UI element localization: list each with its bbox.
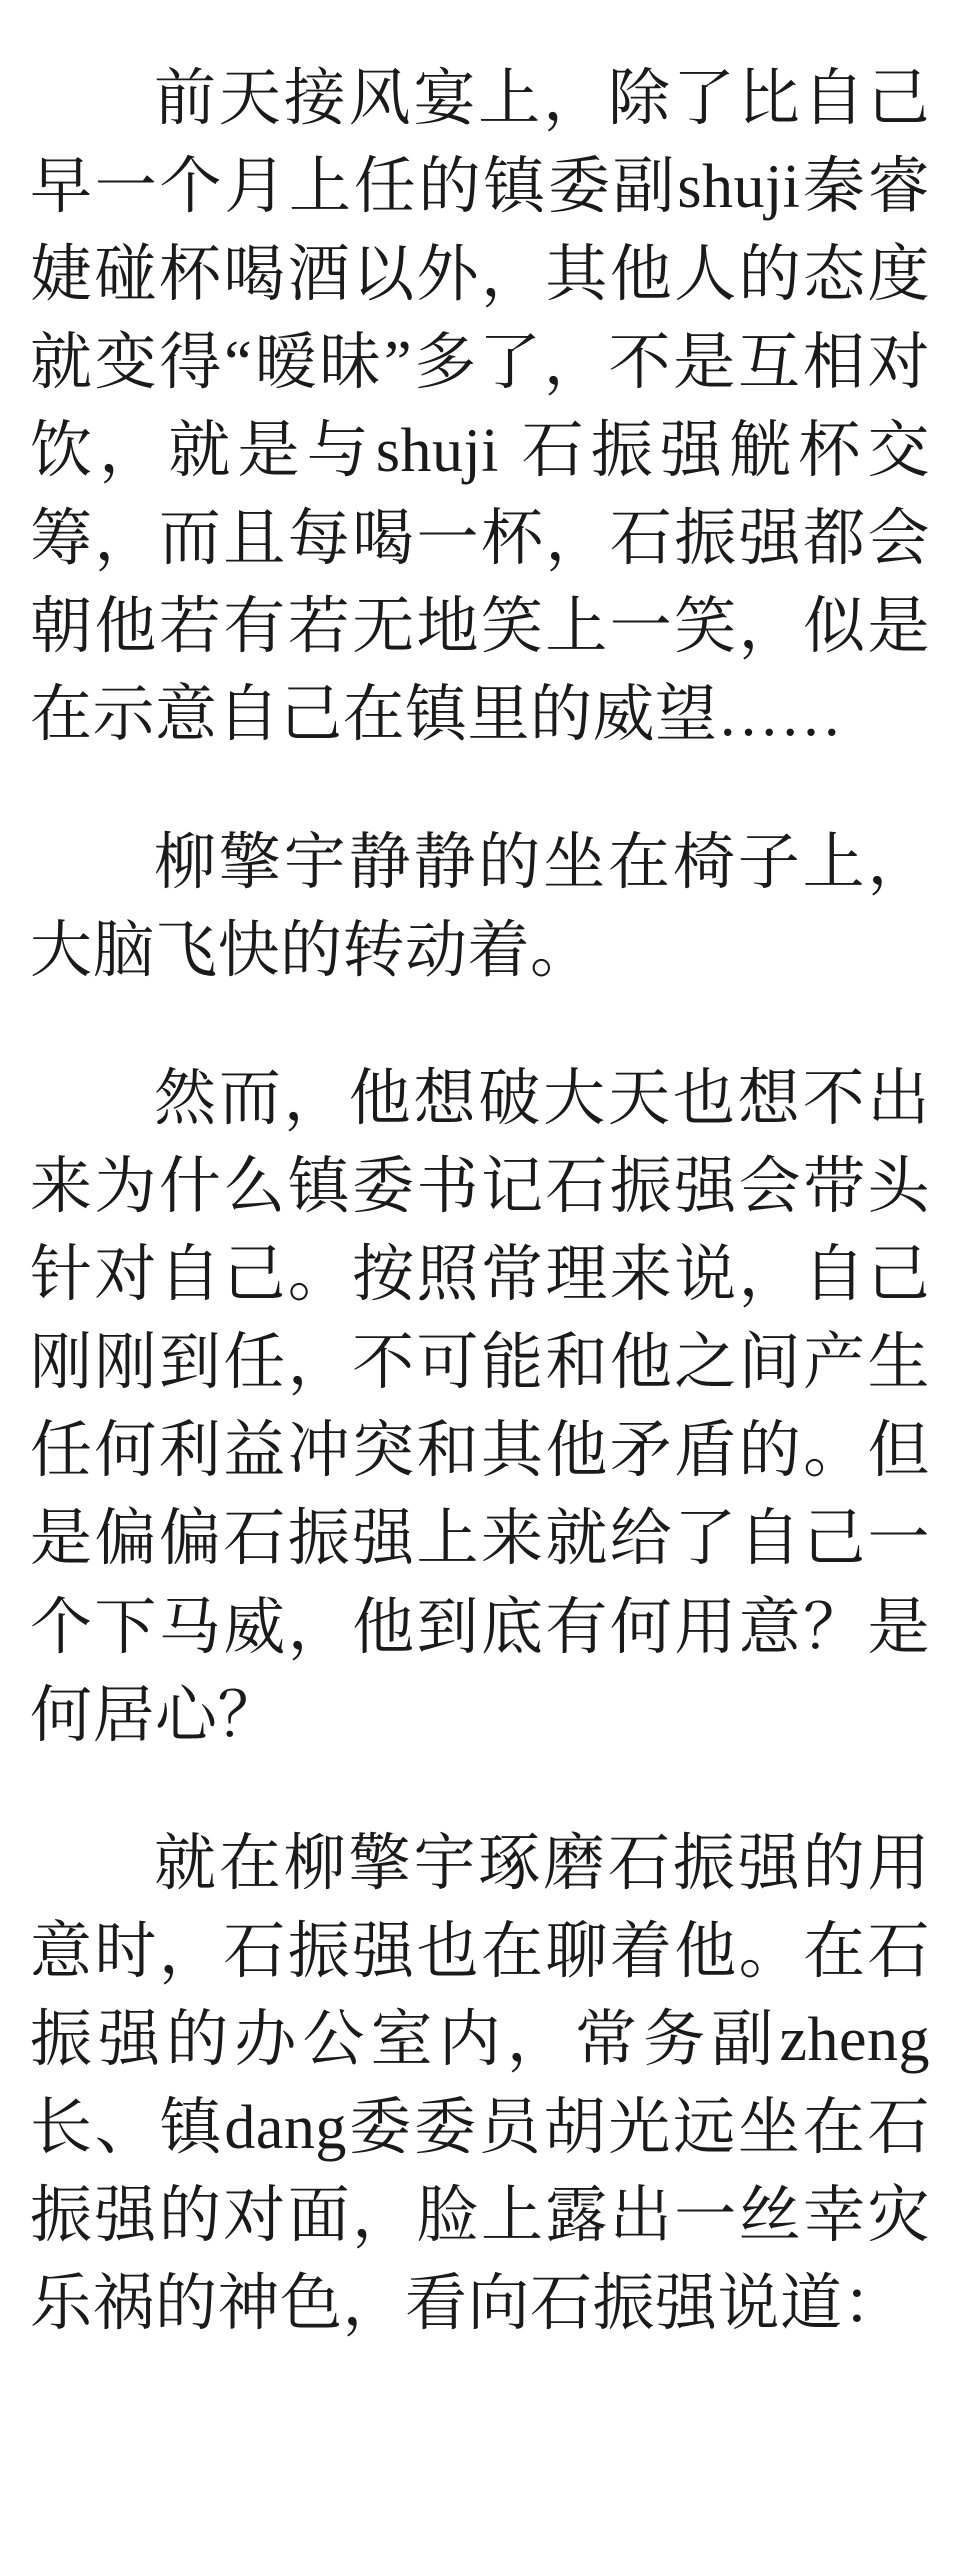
novel-text-body xyxy=(30,55,930,2348)
paragraph: 就在柳擎宇琢磨石振强的用意时，石振强也在聊着他。在石振强的办公室内，常务副zheng长、镇dang委委员胡光远坐在石振强的对面，脸上露出一丝幸灾乐祸的神色，看向石振强说道： xyxy=(30,1829,930,2338)
paragraph: 然而，他想破大天也想不出来为什么镇委书记石振强会带头针对自己。按照常理来说，自己刚刚到任，不可能和他之间产生任何利益冲突和其他矛盾的。但是偏偏石振强上来就给了自己一个下马威，他到底有何用意？是何居心？ xyxy=(30,1065,930,1750)
paragraph: 柳擎宇静静的坐在椅子上，大脑飞快的转动着。 xyxy=(30,829,930,986)
paragraph: 前天接风宴上，除了比自己早一个月上任的镇委副shuji秦睿婕碰杯喝酒以外，其他人的态度就变得“暧昧”多了，不是互相对饮，就是与shuji 石振强觥杯交筹，而且每喝一杯，石振强都会朝他若有若无地笑上一笑，似是在示意自己在镇里的威望…… xyxy=(30,65,930,750)
